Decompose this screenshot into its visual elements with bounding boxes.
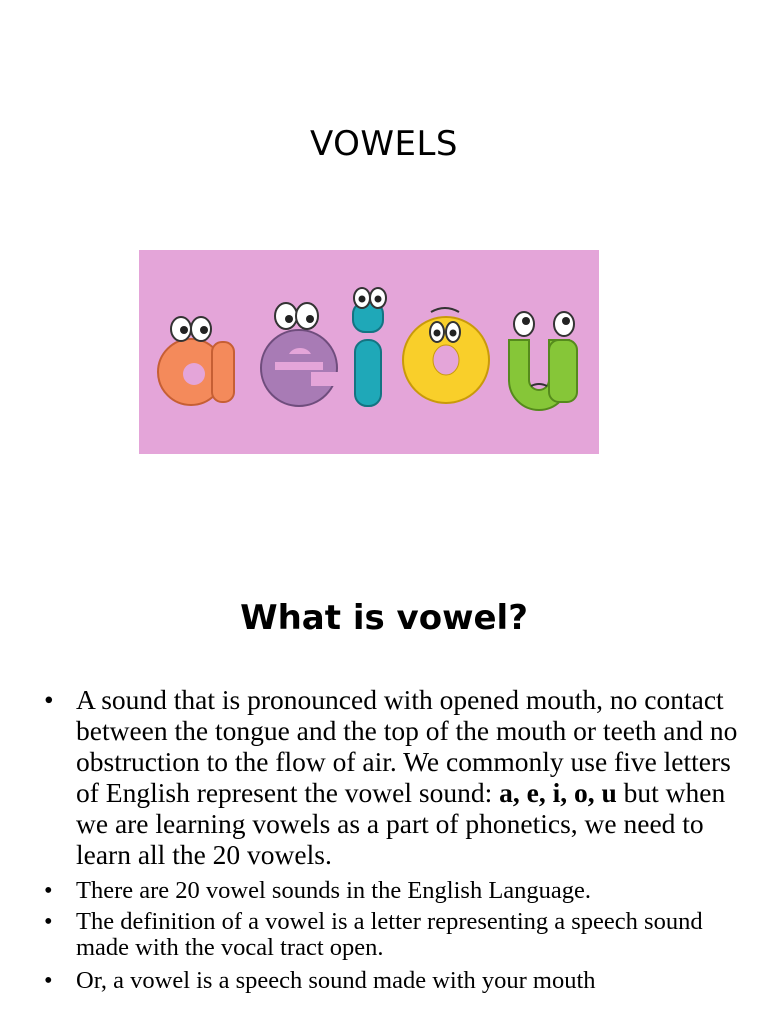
- bullet-text-before: A sound that is pronounced with opened mouth, no contact between the tongue and the top of the mouth or teeth and no obstruction to the flow of air. We commonly use five letters of English represent the vowel sound:: [76, 684, 738, 808]
- bullet-text-after: but when we are learning vowels as a part of phonetics, we need to learn all the 20 vowels.: [76, 777, 726, 870]
- letter-e-character: [261, 303, 341, 406]
- bullet-text-bold: a, e, i, o, u: [499, 777, 617, 808]
- bullet-text: There are 20 vowel sounds in the English Language.: [76, 877, 592, 904]
- vowel-cartoon-svg: [139, 250, 599, 454]
- bullet-dot-icon: •: [44, 684, 54, 715]
- slide-title: VOWELS: [309, 124, 459, 164]
- section-heading: What is vowel?: [240, 598, 528, 638]
- bullet-dot-icon: •: [44, 908, 53, 935]
- bullet-dot-icon: •: [44, 877, 53, 904]
- list-item: [0, 909, 768, 961]
- bullet-list: [0, 684, 768, 994]
- letter-u-character: [509, 312, 577, 410]
- letter-i-character: [353, 288, 386, 406]
- letter-a-character: [158, 317, 234, 405]
- bullet-text: Or, a vowel is a speech sound made with your mouth: [76, 967, 596, 994]
- letter-o-character: [403, 308, 489, 403]
- bullet-dot-icon: •: [44, 967, 53, 994]
- vowel-letters-illustration: [139, 250, 599, 454]
- list-item: [0, 878, 768, 904]
- list-item: [0, 684, 768, 870]
- list-item: [0, 968, 768, 994]
- bullet-text: The definition of a vowel is a letter representing a speech sound made with the vocal tract open.: [76, 908, 703, 961]
